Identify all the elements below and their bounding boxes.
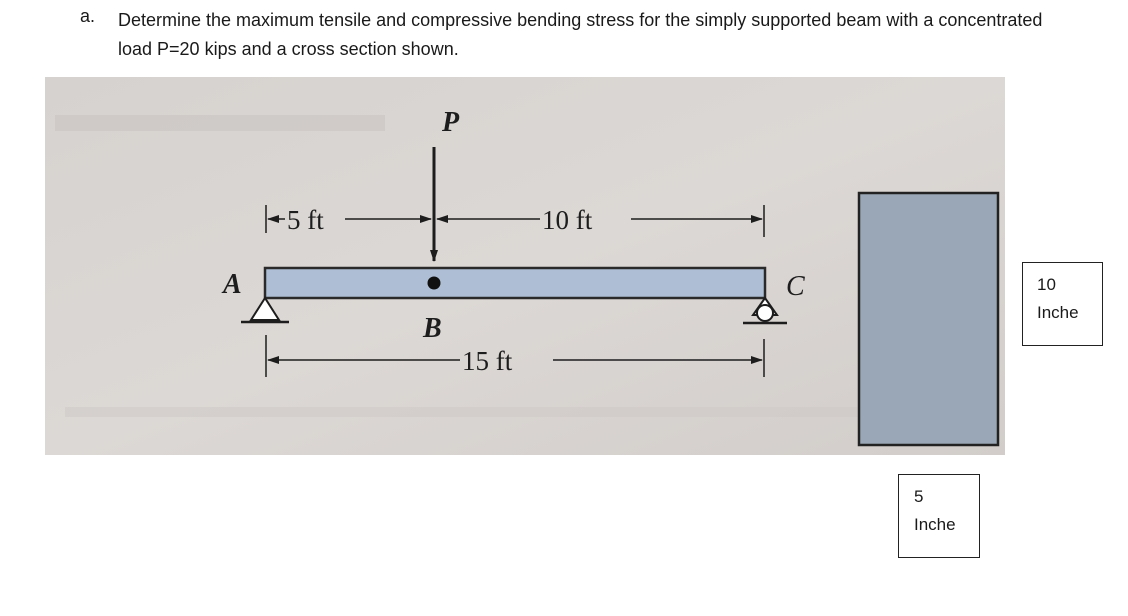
height-unit: Inche [1037,303,1079,322]
support-label-c: C [786,271,805,302]
question-text: Determine the maximum tensile and compressive bending stress for the simply supported beam with a concentrated load P=20 kips and a cross section shown. [118,10,1043,59]
bleed-through-smudge [55,115,385,131]
dim-label-bc: 10 ft [542,205,593,235]
load-point-b [428,277,441,290]
beam [265,268,765,298]
question-label: a. [80,6,96,26]
width-value: 5 [914,487,924,506]
bleed-through-smudge [65,407,945,417]
roller-support-c [757,305,773,321]
cross-section-width-box [898,474,980,558]
cross-section-height-box [1022,262,1103,346]
load-label-p: P [442,107,460,138]
height-value: 10 [1037,275,1056,294]
dim-label-ac: 15 ft [462,346,513,376]
beam-figure-photo [45,77,1005,455]
cross-section [859,193,998,445]
support-label-a: A [223,269,242,300]
width-unit: Inche [914,515,956,534]
load-point-label-b: B [423,313,442,344]
dim-label-ab: 5 ft [287,205,324,235]
